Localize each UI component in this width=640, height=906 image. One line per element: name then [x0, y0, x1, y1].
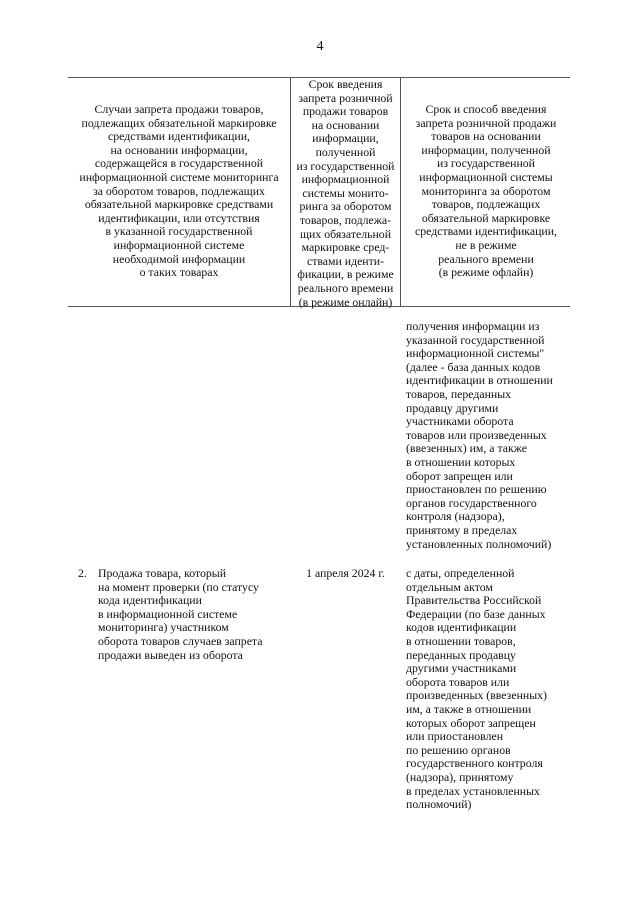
row-offline-text: с даты, определенной отдельным актом Правительства Российской Федерации (по базе данных кодов идентификации в отношении товаров, переданных продавцу другими участниками оборота товаров или произведенных (ввезенных) им, а также в отношении которых оборот запрещен или приостановлен по решению органов государственного контроля (надзора), принятому в пределах установленных полномочий)	[406, 566, 547, 812]
column-header-cases: Случаи запрета продажи товаров, подлежащих обязательной маркировке средствами идентификации, на основании информации, содержащейся в государственной информационной системе мониторинга за оборотом товаров, подлежащих обязательной маркировке средствами идентификации, или отсутствия в указанной государственной информационной системе необходимой информации о таких товарах	[79, 102, 279, 280]
row-online-date: 1 апреля 2024 г.	[306, 566, 385, 580]
row-number: 2.	[78, 566, 87, 580]
row-case-text: Продажа товара, который на момент проверки (по статусу кода идентификации в информационной системе мониторинга) участником оборота товаров случаев запрета продажи выведен из оборота	[98, 566, 263, 662]
column-header-offline-term: Срок и способ введения запрета розничной продажи товаров на основании информации, полученной из государственной информационной системы мониторинга за оборотом товаров, подлежащих обязательной маркировке средствами идентификации, не в режиме реального времени (в режиме офлайн)	[415, 102, 557, 280]
column-header-online-term: Срок введения запрета розничной продажи товаров на основании информации, полученной из государственной информационной системы монито- ринга за оборотом товаров, подлежа- щих обязательной маркировке сред- ствами иденти- фикации, в режиме реального времени (в режиме онлайн)	[296, 77, 395, 309]
continued-cell-text: получения информации из указанной государственной информационной системы" (далее - база данных кодов идентификации в отношении товаров, переданных продавцу другими участниками оборота товаров или произведенных (ввезенных) им, а также в отношении которых оборот запрещен или приостановлен по решению органов государственного контроля (надзора), принятому в пределах установленных полномочий)	[406, 319, 553, 551]
page-number: 4	[316, 39, 324, 54]
column-divider-2	[400, 77, 401, 307]
